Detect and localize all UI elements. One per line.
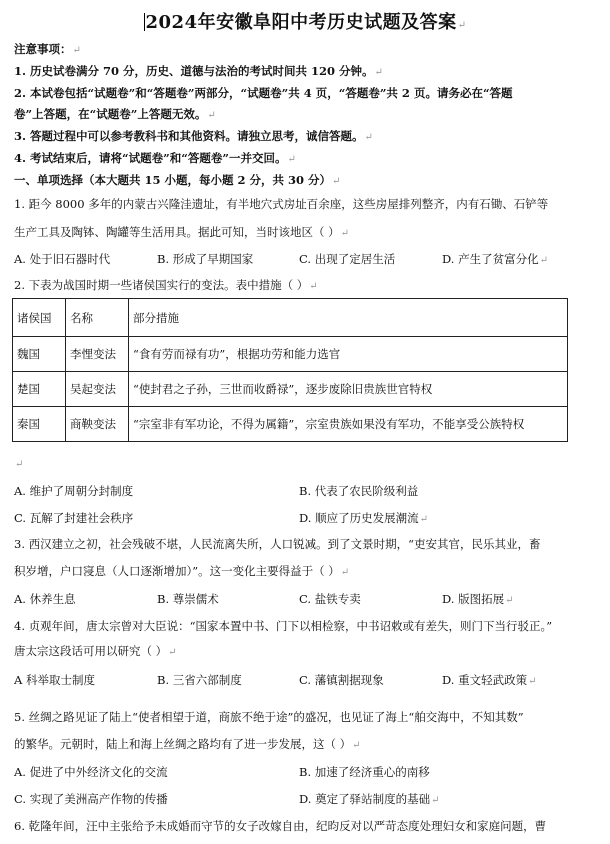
paragraph-mark-icon: ↵ [505, 595, 514, 606]
table-header-row [13, 299, 568, 337]
table-row [13, 407, 568, 442]
q4-option-a: A 科举取士制度 [14, 673, 95, 687]
paragraph-mark-icon: ↵ [539, 255, 549, 266]
paragraph-mark-icon: ↵ [207, 110, 216, 121]
notice-item-2a: 2. 本试卷包括“试题卷”和“答题卷”两部分，“试题卷”共 4 页，“答题卷”共 2 页。请务必在“答题 [14, 86, 513, 100]
table-header-cell: 部分措施 [129, 299, 568, 337]
paragraph-mark-icon: ↵ [364, 132, 373, 143]
q2-option-a: A. 维护了周朝分封制度 [14, 484, 134, 498]
paragraph-mark-icon: ↵ [15, 459, 24, 470]
paragraph-mark-icon: ↵ [340, 228, 350, 239]
empty-paragraph [14, 455, 594, 473]
q4-option-d: D. 重文轻武政策↵ [442, 673, 537, 687]
table-cell: “使封君之子孙，三世而收爵禄”，逐步废除旧贵族世官特权 [129, 372, 568, 407]
notice-item-3: 3. 答题过程中可以参考教科书和其他资料。请独立思考，诚信答题。↵ [14, 129, 373, 143]
paragraph-mark-icon: ↵ [72, 45, 81, 56]
table-cell: 李悝变法 [66, 337, 129, 372]
q3-stem-line1: 3. 西汉建立之初，社会残破不堪，人民流离失所，人口锐减。到了文景时期，“吏安其官，民乐其业，畜 [14, 537, 541, 551]
q2-option-c: C. 瓦解了封建社会秩序 [14, 511, 134, 525]
table-cell: “宗室非有军功论，不得为属籍”，宗室贵族如果没有军功，不能享受公族特权 [129, 407, 568, 442]
q3-option-b: B. 尊崇儒术 [157, 592, 219, 606]
page-title: 2024年安徽阜阳中考历史试题及答案↵ [145, 12, 467, 33]
paragraph-mark-icon: ↵ [419, 514, 429, 525]
paragraph-mark-icon: ↵ [287, 154, 296, 165]
table-cell: 楚国 [13, 372, 66, 407]
q5-option-d: D. 奠定了驿站制度的基础↵ [299, 792, 440, 806]
q1-stem-line1: 1. 距今 8000 多年的内蒙古兴隆洼遗址，有半地穴式房址百余座，这些房屋排列整齐，内有石锄、石铲等 [14, 197, 549, 211]
q1-option-b: B. 形成了早期国家 [157, 252, 254, 266]
table-header-cell: 名称 [66, 299, 129, 337]
q5-option-b: B. 加速了经济重心的南移 [299, 765, 430, 779]
paragraph-mark-icon: ↵ [431, 795, 440, 806]
paragraph-mark-icon: ↵ [374, 67, 383, 78]
q2-option-d: D. 顺应了历史发展潮流↵ [299, 511, 429, 525]
table-cell: 秦国 [13, 407, 66, 442]
table-cell: 吴起变法 [66, 372, 129, 407]
q3-stem-line2: 积岁增，户口寖息（人口逐渐增加）”。这一变化主要得益于（ ）↵ [14, 564, 350, 578]
notice-item-2b: 卷”上答题，在“试题卷”上答题无效。↵ [14, 107, 216, 121]
section-heading: 一、单项选择（本大题共 15 小题，每小题 2 分，共 30 分）↵ [14, 173, 341, 187]
text-cursor [144, 13, 145, 31]
q3-option-a: A. 休养生息 [14, 592, 76, 606]
q2-option-b: B. 代表了农民阶级利益 [299, 484, 419, 498]
table-row [13, 372, 568, 407]
reform-table [12, 298, 568, 442]
q5-option-a: A. 促进了中外经济文化的交流 [14, 765, 168, 779]
q4-option-b: B. 三省六部制度 [157, 673, 242, 687]
paragraph-mark-icon: ↵ [340, 567, 350, 578]
table-cell: 魏国 [13, 337, 66, 372]
q5-stem-line1: 5. 丝绸之路见证了陆上“使者相望于道，商旅不绝于途”的盛况，也见证了海上“舶交海中，不知其数” [14, 710, 524, 724]
q1-option-a: A. 处于旧石器时代 [14, 252, 111, 266]
paragraph-mark-icon: ↵ [528, 676, 537, 687]
q4-stem-line1: 4. 贞观年间，唐太宗曾对大臣说：“国家本置中书、门下以相检察，中书诏敕或有差失，则门下当行驳正。” [14, 619, 553, 633]
q6-stem-line1: 6. 乾隆年间，汪中主张给予未成婚而守节的女子改嫁自由，纪昀反对以严苛态度处理妇女和家庭问题，曹 [14, 819, 547, 833]
paragraph-mark-icon: ↵ [457, 20, 467, 31]
q4-option-c: C. 藩镇割据现象 [299, 673, 384, 687]
q2-stem: 2. 下表为战国时期一些诸侯国实行的变法。表中措施（ ）↵ [14, 278, 318, 292]
table-cell: “食有劳而禄有功”，根据功劳和能力选官 [129, 337, 568, 372]
paragraph-mark-icon: ↵ [352, 740, 361, 751]
table-row [13, 337, 568, 372]
q1-option-c: C. 出现了定居生活 [299, 252, 396, 266]
q1-option-d: D. 产生了贫富分化↵ [442, 252, 549, 266]
table-header-cell: 诸侯国 [13, 299, 66, 337]
q3-option-c: C. 盐铁专卖 [299, 592, 361, 606]
q4-stem-line2: 唐太宗这段话可用以研究（ ）↵ [14, 644, 177, 658]
notice-item-4: 4. 考试结束后，请将“试题卷”和“答题卷”一并交回。↵ [14, 151, 296, 165]
paragraph-mark-icon: ↵ [332, 176, 341, 187]
q1-stem-line2: 生产工具及陶钵、陶罐等生活用具。据此可知，当时该地区（ ）↵ [14, 225, 350, 239]
notice-heading: 注意事项：↵ [14, 42, 81, 56]
paragraph-mark-icon: ↵ [309, 281, 318, 292]
q5-stem-line2: 的繁华。元朝时，陆上和海上丝绸之路均有了进一步发展，这（ ）↵ [14, 737, 361, 751]
table-cell: 商鞅变法 [66, 407, 129, 442]
paragraph-mark-icon: ↵ [168, 647, 177, 658]
q3-option-d: D. 版图拓展↵ [442, 592, 514, 606]
notice-item-1: 1. 历史试卷满分 70 分，历史、道德与法治的考试时间共 120 分钟。↵ [14, 64, 383, 78]
q5-option-c: C. 实现了美洲高产作物的传播 [14, 792, 168, 806]
